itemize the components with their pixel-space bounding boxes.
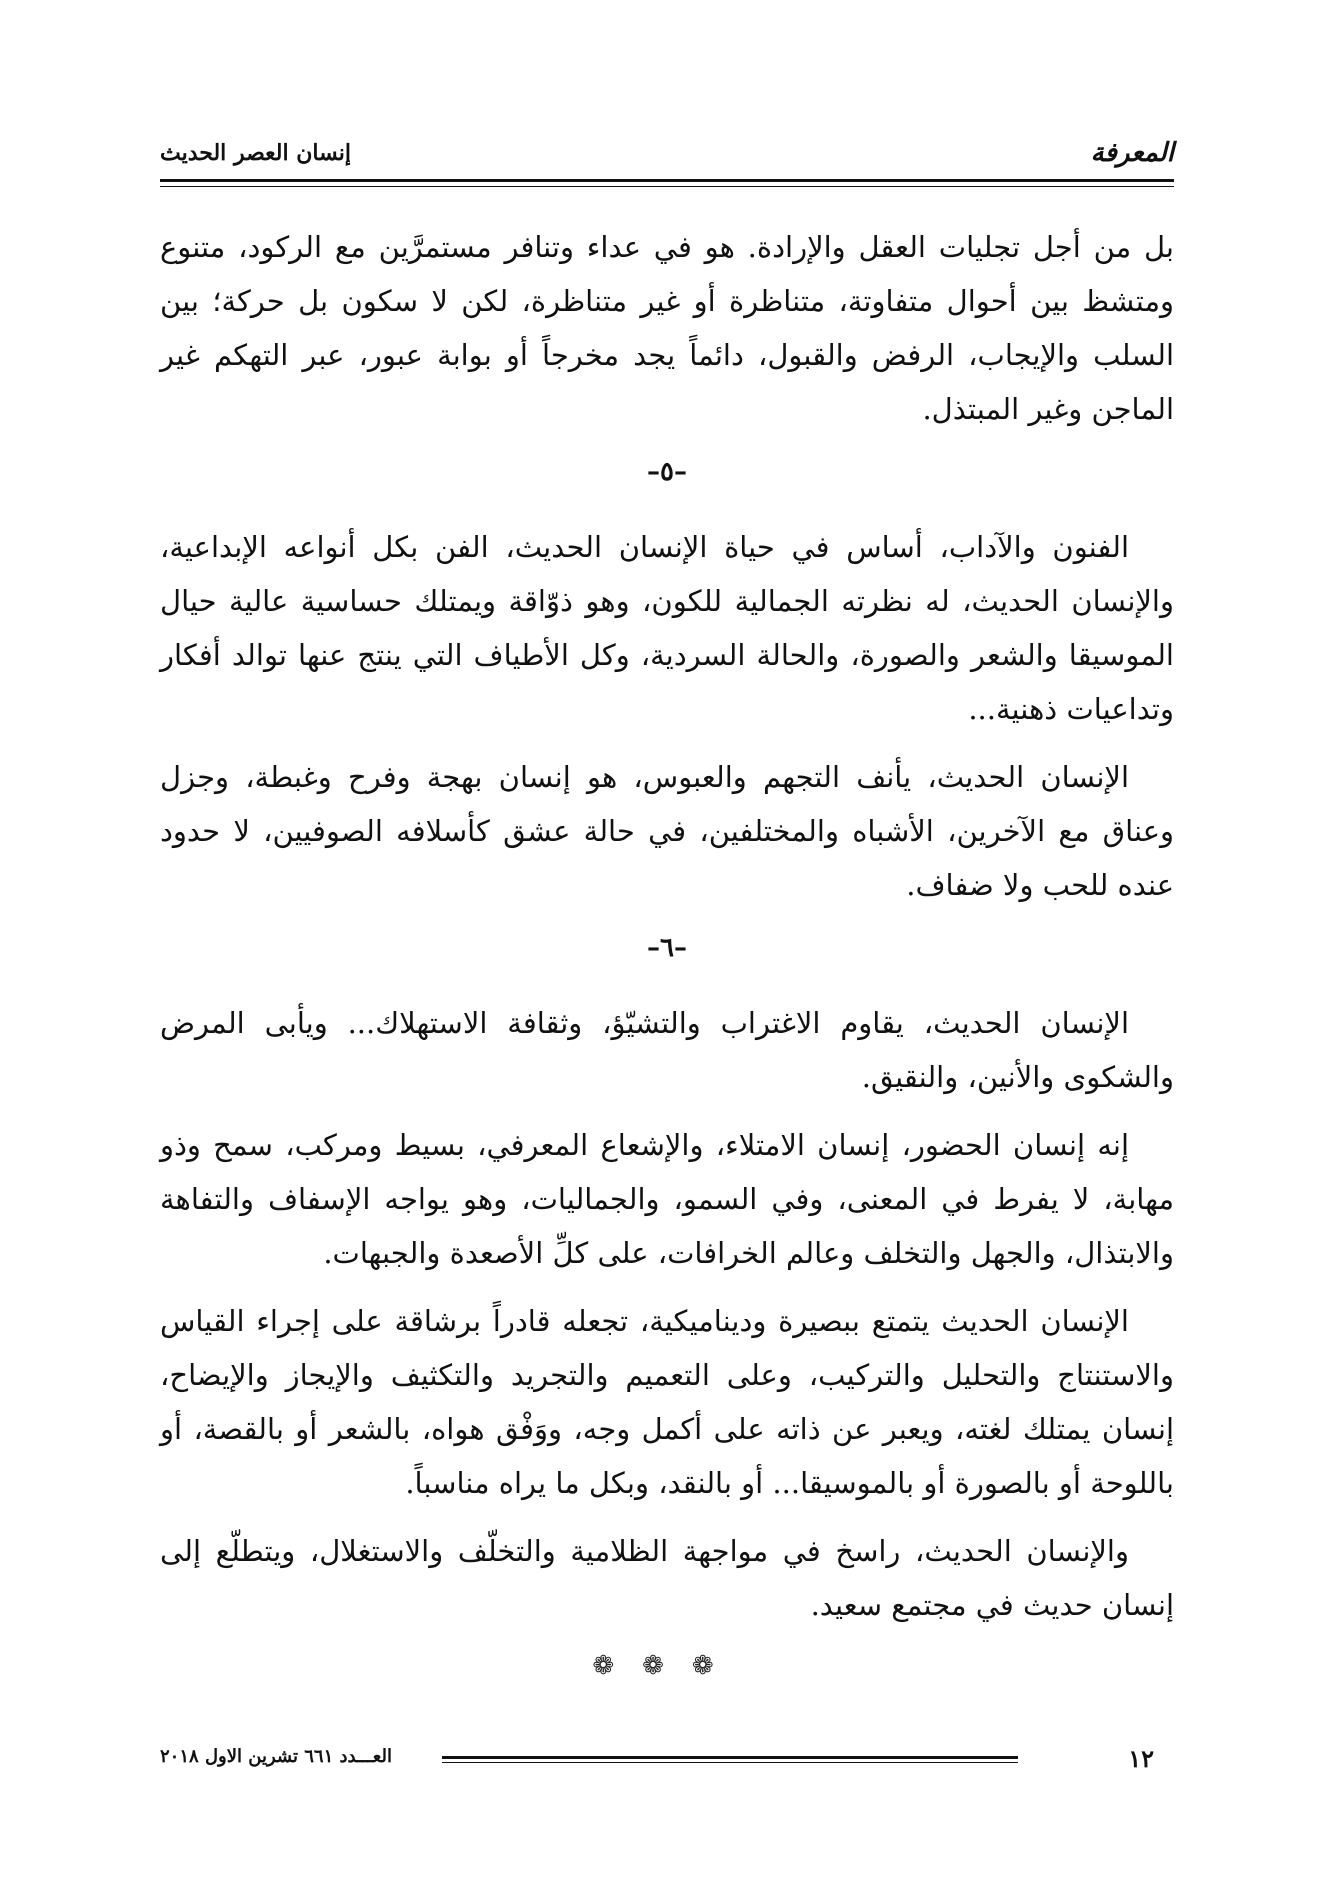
- section-number-6: –٦–: [647, 933, 687, 963]
- paragraph-1: بل من أجل تجليات العقل والإرادة. هو في عداء وتنافر مستمرَّين مع الركود، متنوع ومتشظ بين أحوال متفاوتة، متناظرة أو غير متناظرة، لكن لا سكون بل حركة؛ بين السلب والإيجاب، الرفض والقبول، دائماً يجد مخرجاً أو بوابة عبور، عبر التهكم غير الماجن وغير المبتذل.: [160, 230, 1174, 426]
- footer-rule-thick: [442, 1756, 1018, 1759]
- paragraph-6: الإنسان الحديث يتمتع ببصيرة وديناميكية، تجعله قادراً برشاقة على إجراء القياس والاستنتاج والتحليل والتركيب، وعلى التعميم والتجريد والتكثيف والإيجاز والإيضاح، إنسان يمتلك لغته، ويعبر عن ذاته على أكمل وجه، ووَفْق هواه، بالشعر أو بالقصة، أو باللوحة أو بالصورة أو بالموسيقا... أو بالنقد، وبكل ما يراه مناسباً.: [160, 1304, 1174, 1500]
- footer-rule-thin: [442, 1762, 1018, 1763]
- page-header: [160, 128, 1174, 172]
- paragraph-2: الفنون والآداب، أساس في حياة الإنسان الحديث، الفن بكل أنواعه الإبداعية، والإنسان الحديث، له نظرته الجمالية للكون، وهو ذوّاقة ويمتلك حساسية عالية حيال الموسيقا والشعر والصورة، والحالة السردية، وكل الأطياف التي ينتج عنها توالد أفكار وتداعيات ذهنية...: [160, 530, 1174, 726]
- header-rule-thin: [160, 186, 1174, 187]
- issue-info: العـــدد ٦٦١ تشرين الاول ٢٠١٨: [160, 1746, 392, 1767]
- article-body: [160, 220, 1174, 1681]
- paragraph-4: الإنسان الحديث، يقاوم الاغتراب والتشيّؤ، وثقافة الاستهلاك... ويأبى المرض والشكوى والأنين، والنقيق.: [160, 1006, 1174, 1094]
- paragraph-3: الإنسان الحديث، يأنف التجهم والعبوس، هو إنسان بهجة وفرح وغبطة، وجزل وعناق مع الآخرين، الأشباه والمختلفين، في حالة عشق كأسلافه الصوفيين، لا حدود عنده للحب ولا ضفاف.: [160, 760, 1174, 902]
- header-rule-thick: [160, 179, 1174, 182]
- flower-ornament-icon: ❁❁❁: [592, 1651, 742, 1681]
- section-number-5: –٥–: [647, 457, 687, 487]
- paragraph-5: إنه إنسان الحضور، إنسان الامتلاء، والإشعاع المعرفي، بسيط ومركب، سمح وذو مهابة، لا يفرط في المعنى، وفي السمو، والجماليات، وهو يواجه الإسفاف والتفاهة والابتذال، والجهل والتخلف وعالم الخرافات، على كلِّ الأصعدة والجبهات.: [160, 1128, 1174, 1270]
- page-number: ١٢: [1128, 1744, 1154, 1773]
- paragraph-7: والإنسان الحديث، راسخ في مواجهة الظلامية والتخلّف والاستغلال، ويتطلّع إلى إنسان حديث في مجتمع سعيد.: [160, 1534, 1174, 1622]
- page-footer: [160, 1738, 1174, 1778]
- magazine-logo: المعرفة: [1090, 138, 1174, 168]
- running-title: إنسان العصر الحديث: [160, 140, 351, 166]
